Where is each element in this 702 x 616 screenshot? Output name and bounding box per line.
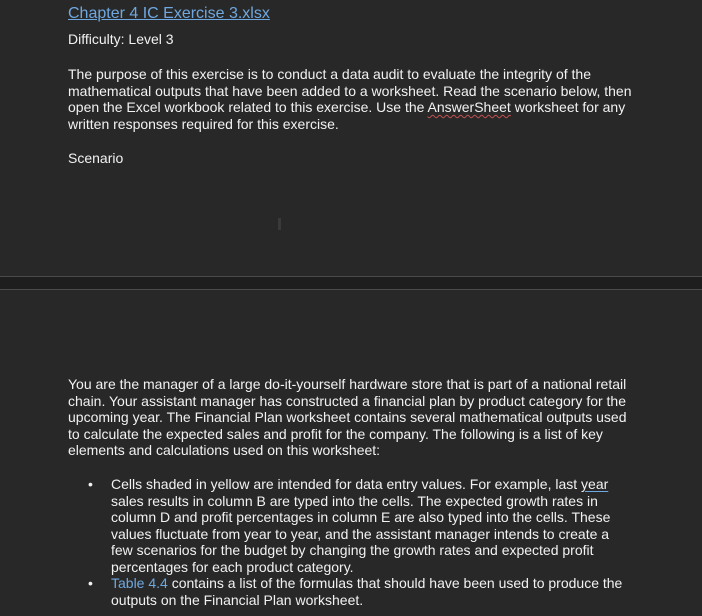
bullet-marker: •	[88, 476, 93, 492]
text-cursor-marker	[278, 218, 281, 230]
table-reference-link[interactable]: Table 4.4	[111, 575, 168, 591]
workbook-file-link[interactable]: Chapter 4 IC Exercise 3.xlsx	[68, 5, 270, 22]
list-item	[68, 575, 634, 608]
document-page-2	[0, 290, 702, 616]
spellcheck-flagged-word[interactable]: AnswerSheet	[427, 99, 511, 115]
bullet-text: contains a list of the formulas that should have been used to produce the outputs on the Financial Plan worksheet.	[111, 575, 623, 608]
purpose-paragraph	[68, 66, 634, 132]
document-page-1	[0, 0, 702, 276]
bullet-marker: •	[88, 575, 93, 591]
key-elements-list	[68, 476, 634, 608]
difficulty-label: Difficulty: Level 3	[68, 31, 174, 47]
bullet-text-end: sales results in column B are typed into the cells. The expected growth rates in column D and profit percentages in column E are also typed into the cells. These values fluctuate from year to year, and the assistant manager intends to create a few scenarios for the budget by changing the growth rates and expected profit percentages for each product category.	[111, 492, 611, 575]
purpose-text-start: The purpose of this exercise is to conduct a data audit to evaluate the integrity of the mathematical outputs that have been added to a worksheet. Read the scenario below, then open the Excel workbook related to this exercise. Use the	[68, 66, 632, 115]
bullet-text-start: Cells shaded in yellow are intended for data entry values. For example, last	[111, 476, 582, 492]
scenario-heading: Scenario	[68, 150, 124, 166]
page-break-separator	[0, 276, 702, 290]
purpose-text-end: worksheet for any written responses required for this exercise.	[68, 99, 626, 132]
scenario-paragraph: You are the manager of a large do-it-yourself hardware store that is part of a national retail chain. Your assistant manager has constructed a financial plan by product category for the upcoming year. The Financial Plan worksheet contains several mathematical outputs used to calculate the expected sales and profit for the company. The following is a list of key elements and calculations used on this worksheet:	[68, 376, 627, 458]
grammar-flagged-word[interactable]: year	[581, 476, 609, 492]
list-item	[68, 476, 634, 575]
